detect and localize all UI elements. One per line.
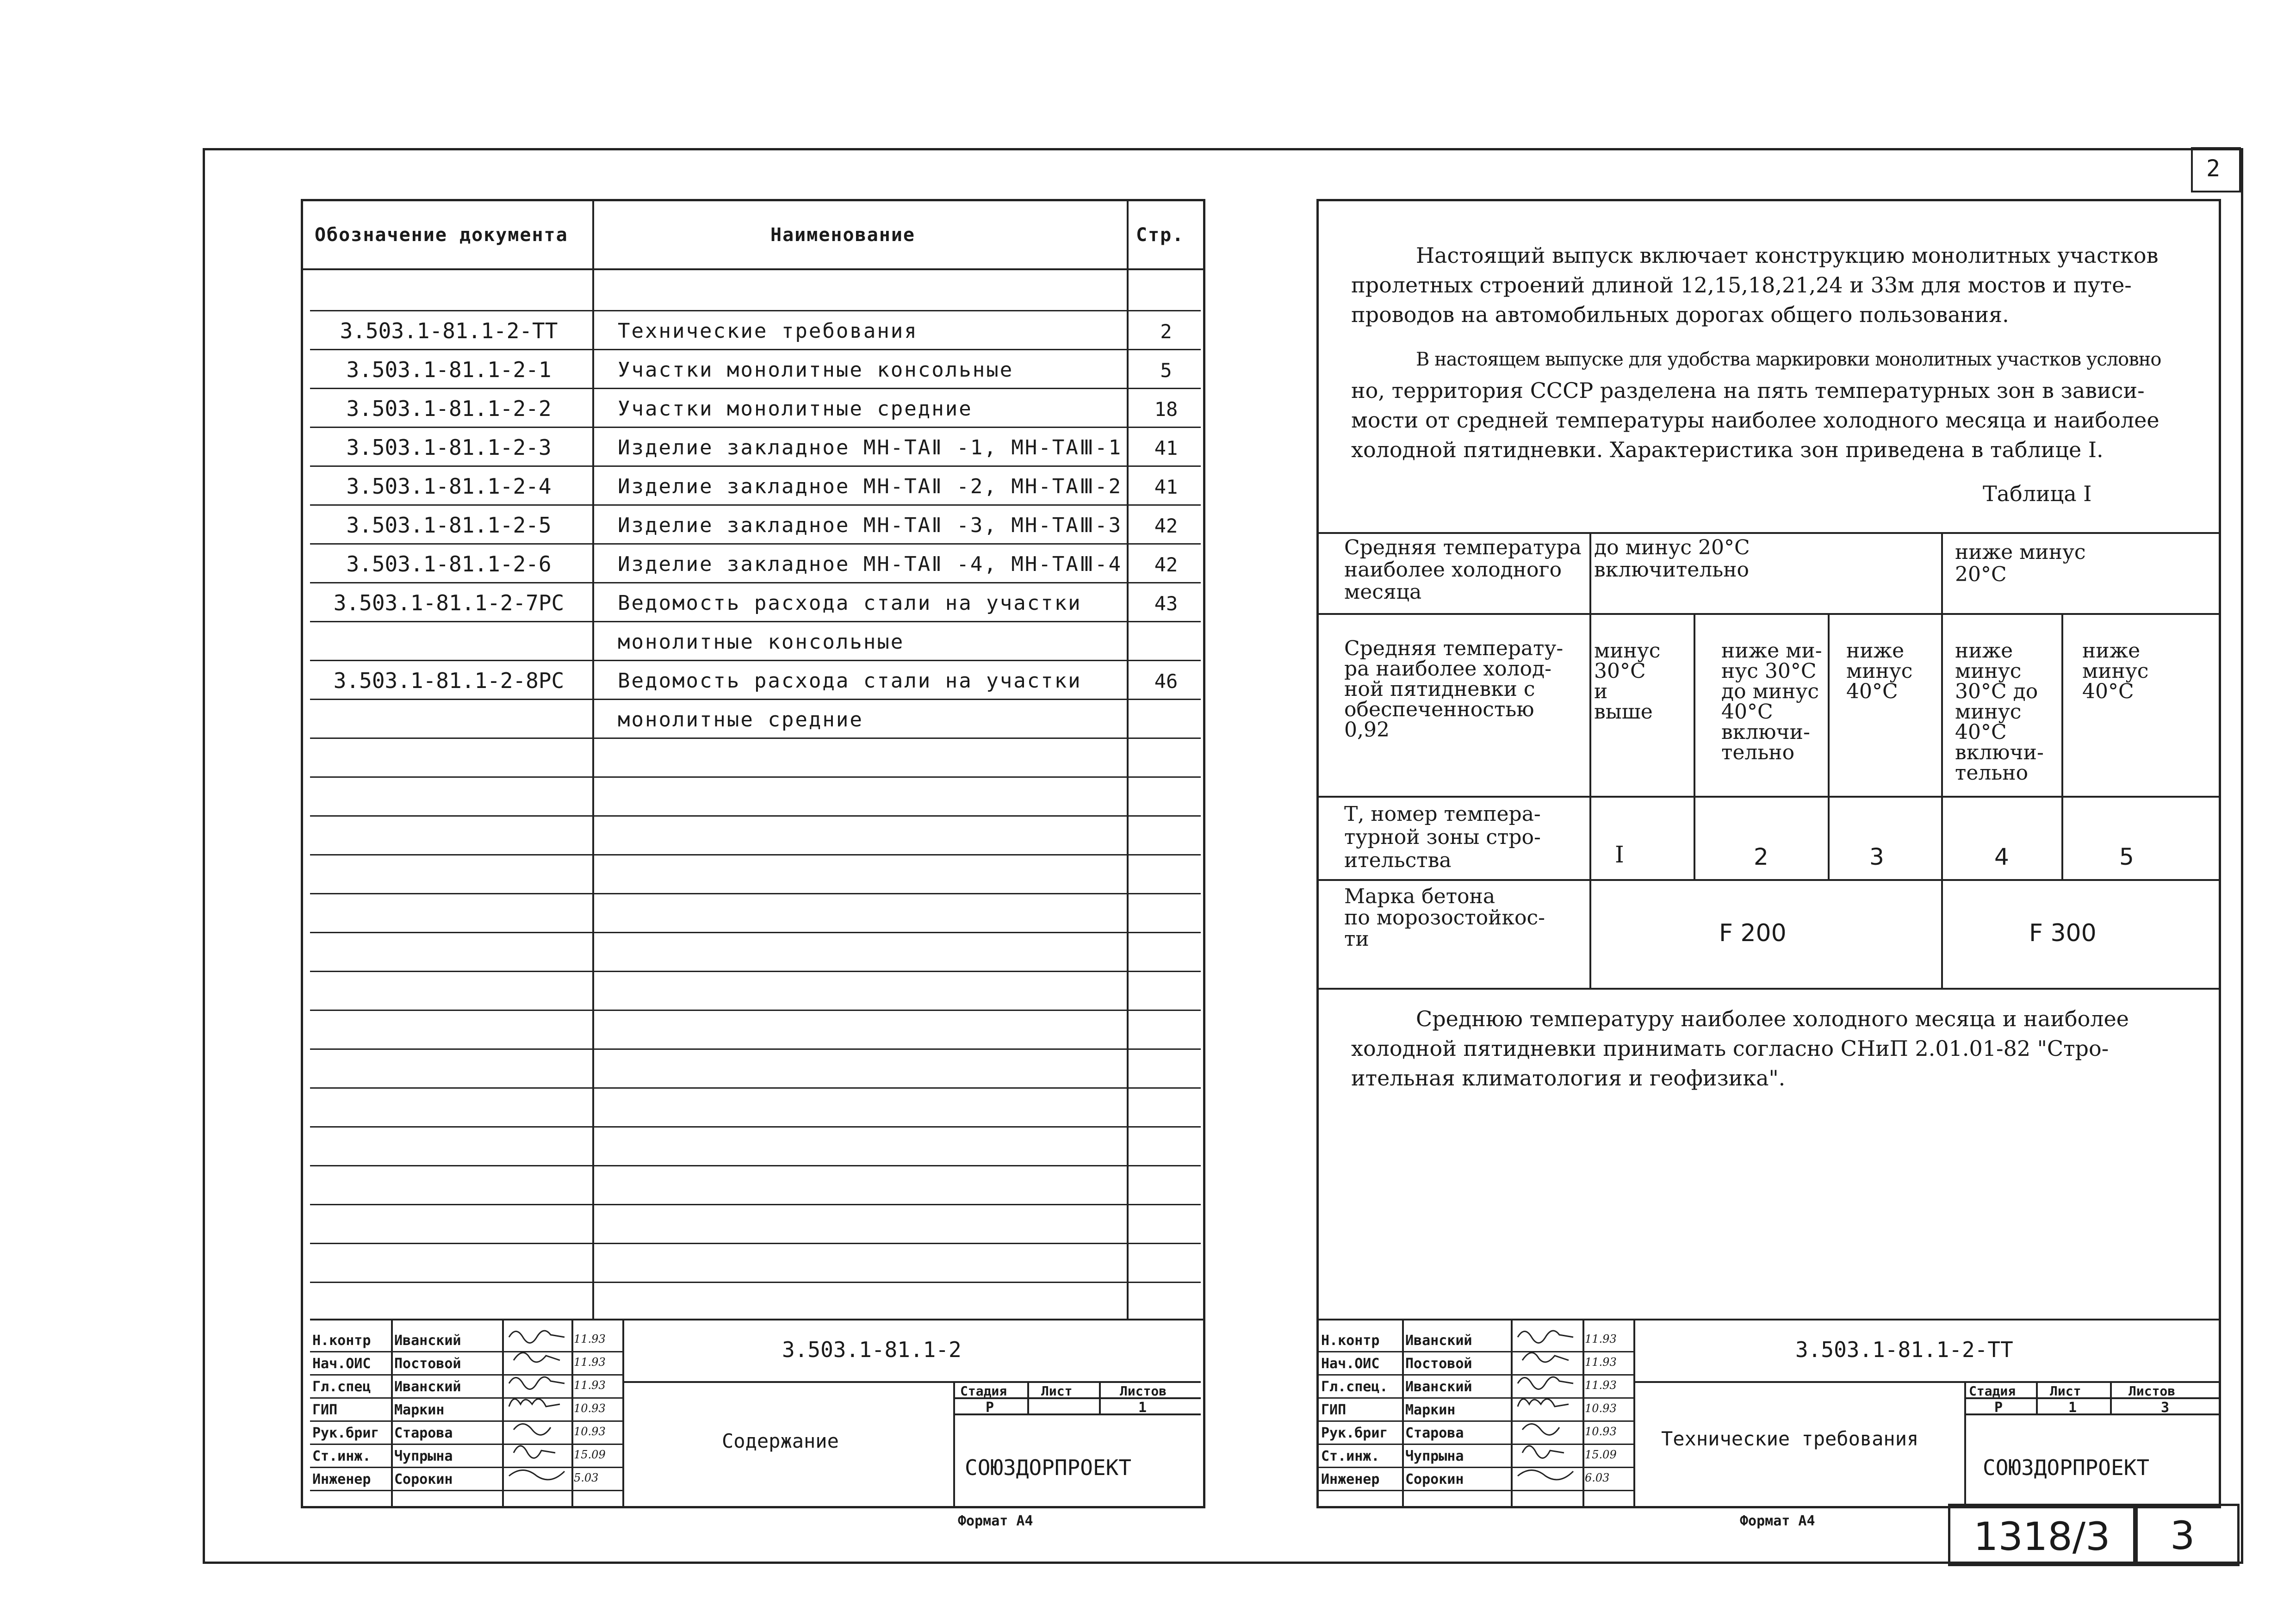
- table-col-label: [1589, 532, 1591, 988]
- table-r2-c3: ниже минус 40°С: [1846, 639, 1913, 703]
- left-person: Постовой: [394, 1356, 461, 1372]
- intro-p2-line-1: В настоящем выпуске для удобства маркировки монолитных участков условно: [1416, 349, 2161, 370]
- table-r2-c4: ниже минус 30°С до минус 40°С включи- тельно: [1955, 639, 2044, 785]
- table-r3-label: Т, номер темпера- турной зоны стро- ительства: [1344, 802, 1541, 872]
- note-paragraph: Среднюю температуру наиболее холодного месяца и наиболее холодной пятидневки принимать согласно СНиП 2.01.01-82 "Стро- ительная климатология и геофизика".: [1351, 1006, 2129, 1091]
- right-org: СОЮЗДОРПРОЕКТ: [1983, 1455, 2150, 1480]
- left-page-frame: [301, 199, 1205, 1508]
- toc-row-name: Участки монолитные консольные: [618, 358, 1014, 382]
- toc-row-line: [310, 621, 1201, 622]
- toc-row-line: [310, 310, 1201, 311]
- table-col-3: [1828, 613, 1830, 879]
- toc-row-line: [310, 854, 1201, 855]
- right-doc-code: 3.503.1-81.1-2-ТТ: [1795, 1337, 2013, 1362]
- right-date: 11.93: [1585, 1333, 1617, 1345]
- grade-f200: F 200: [1719, 919, 1787, 947]
- toc-row-page: 41: [1154, 437, 1178, 459]
- right-sheet-value: 1: [2068, 1400, 2077, 1416]
- grade-f300: F 300: [2029, 919, 2097, 947]
- toc-row-name: Изделие закладное МН-ТАⅡ -2, МН-ТАⅢ-2: [618, 475, 1123, 498]
- left-tb-v3: [571, 1319, 573, 1506]
- right-date: 10.93: [1585, 1402, 1617, 1415]
- intro-p2-line-4: холодной пятидневки. Характеристика зон приведена в таблице I.: [1351, 437, 2104, 462]
- toc-row-code: 3.503.1-81.1-2-2: [346, 396, 552, 421]
- left-role: Нач.ОИС: [312, 1356, 371, 1372]
- left-stage-value: Р: [986, 1400, 994, 1416]
- toc-row-line: [310, 1087, 1201, 1089]
- toc-row-line: [310, 427, 1201, 428]
- table-col-5: [2061, 613, 2063, 879]
- right-tb-v1: [1402, 1319, 1404, 1506]
- toc-row-code: 3.503.1-81.1-2-1: [346, 357, 552, 382]
- right-person: Сорокин: [1405, 1471, 1464, 1488]
- zone-number: 3: [1869, 843, 1884, 870]
- titleblock-row-line: [310, 1467, 622, 1468]
- titleblock-row-line: [310, 1374, 622, 1376]
- left-date: 5.03: [574, 1471, 599, 1484]
- titleblock-row-line: [310, 1444, 622, 1445]
- toc-row-line: [310, 582, 1201, 583]
- table-row3-bottom: [1316, 879, 2219, 881]
- right-person: Постовой: [1405, 1356, 1472, 1372]
- toc-header-name: Наименование: [770, 224, 915, 246]
- right-stage-value: Р: [1994, 1400, 2003, 1416]
- toc-row-line: [310, 815, 1201, 817]
- toc-row-code: 3.503.1-81.1-2-ТТ: [340, 318, 558, 343]
- toc-row-page: 42: [1154, 553, 1178, 576]
- left-role: Гл.спец: [312, 1379, 371, 1395]
- right-role: Инженер: [1321, 1471, 1380, 1488]
- right-person: Иванский: [1405, 1379, 1472, 1395]
- right-tb-v4: [1633, 1319, 1635, 1506]
- intro-p2-line-2: но, территория СССР разделена на пять температурных зон в зависи-: [1351, 378, 2145, 403]
- right-date: 11.93: [1585, 1379, 1617, 1392]
- right-signatures: [1513, 1321, 1582, 1504]
- left-titleblock-top: [310, 1319, 1203, 1320]
- right-role: Гл.спец.: [1321, 1379, 1388, 1395]
- left-tb-v1: [391, 1319, 393, 1506]
- toc-row-line: [310, 388, 1201, 389]
- toc-row-line: [310, 349, 1201, 350]
- left-date: 11.93: [574, 1379, 606, 1392]
- table-r1-a: до минус 20°С включительно: [1594, 536, 1750, 582]
- right-role: Ст.инж.: [1321, 1448, 1380, 1464]
- left-tb-mid: [622, 1381, 1201, 1383]
- left-role: ГИП: [312, 1402, 338, 1418]
- table-bottom: [1316, 988, 2219, 990]
- toc-row-line: [310, 1010, 1201, 1011]
- toc-row-code: 3.503.1-81.1-2-5: [346, 513, 552, 538]
- table-r2-c1: минус 30°С и выше: [1594, 639, 1661, 724]
- toc-row-line: [310, 776, 1201, 778]
- toc-row-name: Технические требования: [618, 319, 918, 343]
- titleblock-row-line: [1316, 1467, 1633, 1468]
- right-tb-mid: [1633, 1381, 2219, 1383]
- left-sheets-label: Листов: [1120, 1383, 1167, 1399]
- toc-row-code: 3.503.1-81.1-2-6: [346, 552, 552, 576]
- toc-row-page: 42: [1154, 514, 1178, 537]
- right-stage-label: Стадия: [1969, 1383, 2016, 1399]
- table-col-mid: [1941, 532, 1943, 988]
- zone-number: I: [1615, 841, 1624, 868]
- titleblock-row-line: [310, 1351, 622, 1352]
- left-sheet-label: Лист: [1041, 1383, 1073, 1399]
- left-role: Н.контр: [312, 1333, 371, 1349]
- toc-row-code: 3.503.1-81.1-2-3: [346, 435, 552, 460]
- left-org: СОЮЗДОРПРОЕКТ: [965, 1455, 1132, 1480]
- zone-number: 2: [1754, 843, 1769, 870]
- toc-row-code: 3.503.1-81.1-2-8РС: [333, 668, 565, 693]
- right-tb-v2: [1511, 1319, 1513, 1506]
- toc-row-page: 46: [1154, 670, 1178, 693]
- left-tb-v4: [622, 1319, 624, 1506]
- right-person: Чупрына: [1405, 1448, 1464, 1464]
- left-person: Чупрына: [394, 1448, 453, 1464]
- table-r2-label: Средняя температу- ра наиболее холод- ной пятидневки с обеспеченностью 0,92: [1344, 637, 1564, 742]
- album-page-number: 3: [2170, 1513, 2195, 1558]
- toc-row-code: 3.503.1-81.1-2-4: [346, 474, 552, 499]
- toc-row-line: [310, 543, 1201, 545]
- titleblock-row-line: [1316, 1444, 1633, 1445]
- toc-row-line: [310, 932, 1201, 933]
- toc-row-line: [310, 1243, 1201, 1244]
- toc-row-code: 3.503.1-81.1-2-7РС: [333, 590, 565, 615]
- titleblock-row-line: [310, 1490, 622, 1491]
- toc-row-line: [310, 1282, 1201, 1283]
- toc-row-line: [310, 1126, 1201, 1128]
- right-tb-v3: [1582, 1319, 1584, 1506]
- toc-header-page: Стр.: [1136, 224, 1185, 246]
- left-doc-code: 3.503.1-81.1-2: [782, 1337, 962, 1362]
- table-row2-bottom: [1316, 796, 2219, 798]
- toc-row-name: Изделие закладное МН-ТАⅡ -4, МН-ТАⅢ-4: [618, 552, 1123, 576]
- toc-col-divider-2: [1127, 199, 1129, 1319]
- right-date: 15.09: [1585, 1448, 1617, 1461]
- left-role: Рук.бриг: [312, 1425, 379, 1441]
- titleblock-row-line: [1316, 1397, 1633, 1399]
- toc-row-name: Изделие закладное МН-ТАⅡ -1, МН-ТАⅢ-1: [618, 436, 1123, 459]
- left-role: Ст.инж.: [312, 1448, 371, 1464]
- right-role: ГИП: [1321, 1402, 1347, 1418]
- right-role: Н.контр: [1321, 1333, 1380, 1349]
- toc-row-name: монолитные средние: [618, 708, 863, 731]
- right-doc-title: Технические требования: [1661, 1427, 1919, 1450]
- left-tb-v5: [953, 1381, 955, 1506]
- right-format-label: Формат А4: [1740, 1513, 1815, 1529]
- toc-row-name: Изделие закладное МН-ТАⅡ -3, МН-ТАⅢ-3: [618, 514, 1123, 537]
- toc-col-divider-1: [592, 199, 594, 1319]
- toc-row-page: 18: [1154, 398, 1178, 421]
- table-r4-label: Марка бетона по морозостойкос- ти: [1344, 885, 1545, 951]
- table-top: [1316, 532, 2219, 534]
- toc-row-line: [310, 1048, 1201, 1050]
- intro-paragraph-1: Настоящий выпуск включает конструкцию монолитных участков пролетных строений длиной 12,15,18,21,24 и 33м для мостов и путе- проводов на автомобильных дорогах общего пользования.: [1351, 243, 2159, 327]
- right-date: 10.93: [1585, 1425, 1617, 1438]
- right-date: 6.03: [1585, 1471, 1610, 1484]
- toc-row-name: Ведомость расхода стали на участки: [618, 669, 1082, 693]
- toc-header-code: Обозначение документа: [315, 224, 568, 246]
- zone-number: 4: [1994, 843, 2009, 870]
- left-date: 11.93: [574, 1333, 606, 1345]
- left-stage-label: Стадия: [960, 1383, 1007, 1399]
- left-person: Иванский: [394, 1379, 461, 1395]
- right-role: Нач.ОИС: [1321, 1356, 1380, 1372]
- table-col-2: [1694, 613, 1695, 879]
- toc-row-page: 43: [1154, 592, 1178, 615]
- left-sheet-value: 1: [1138, 1400, 1147, 1416]
- toc-row-line: [310, 971, 1201, 972]
- album-number: 1318/3: [1973, 1514, 2110, 1559]
- toc-row-line: [310, 504, 1201, 506]
- toc-row-page: 2: [1160, 320, 1172, 343]
- toc-row-page: 41: [1154, 476, 1178, 498]
- left-date: 10.93: [574, 1402, 606, 1415]
- toc-header-divider: [301, 268, 1203, 270]
- left-person: Старова: [394, 1425, 453, 1441]
- toc-row-line: [310, 738, 1201, 739]
- table-row1-bottom: [1316, 613, 2219, 615]
- right-sheets-label: Листов: [2128, 1383, 2176, 1399]
- titleblock-row-line: [1316, 1490, 1633, 1491]
- toc-row-name: монолитные консольные: [618, 630, 905, 654]
- left-format-label: Формат А4: [958, 1513, 1033, 1529]
- left-doc-title: Содержание: [722, 1430, 839, 1452]
- right-sheet-label: Лист: [2050, 1383, 2081, 1399]
- right-tb-v5: [1964, 1381, 1966, 1506]
- left-person: Маркин: [394, 1402, 445, 1418]
- left-tb-v2: [502, 1319, 504, 1506]
- left-date: 10.93: [574, 1425, 606, 1438]
- intro-p2-line-3: мости от средней температуры наиболее холодного месяца и наиболее: [1351, 408, 2159, 433]
- toc-row-page: 5: [1160, 359, 1172, 382]
- titleblock-row-line: [1316, 1374, 1633, 1376]
- left-signatures: [504, 1321, 571, 1504]
- toc-row-line: [310, 1204, 1201, 1205]
- toc-row-line: [310, 1165, 1201, 1166]
- left-role: Инженер: [312, 1471, 371, 1488]
- right-titleblock-top: [1316, 1319, 2219, 1320]
- top-sheet-number: 2: [2206, 155, 2221, 182]
- table-caption: Таблица I: [1983, 481, 2092, 506]
- table-r1-b: ниже минус 20°С: [1955, 540, 2086, 586]
- toc-row-name: Ведомость расхода стали на участки: [618, 591, 1082, 615]
- table-r2-c2: ниже ми- нус 30°С до минус 40°С включи- тельно: [1721, 639, 1822, 764]
- right-sheets-value: 3: [2161, 1400, 2170, 1416]
- right-person: Маркин: [1405, 1402, 1456, 1418]
- left-person: Иванский: [394, 1333, 461, 1349]
- toc-row-name: Участки монолитные средние: [618, 397, 973, 421]
- toc-row-line: [310, 699, 1201, 700]
- toc-row-line: [310, 660, 1201, 661]
- right-role: Рук.бриг: [1321, 1425, 1388, 1441]
- titleblock-row-line: [1316, 1420, 1633, 1422]
- left-date: 11.93: [574, 1356, 606, 1369]
- titleblock-row-line: [310, 1420, 622, 1422]
- table-r1-label: Средняя температура наиболее холодного месяца: [1344, 536, 1582, 604]
- toc-row-line: [310, 465, 1201, 467]
- titleblock-row-line: [310, 1397, 622, 1399]
- left-person: Сорокин: [394, 1471, 453, 1488]
- right-person: Иванский: [1405, 1333, 1472, 1349]
- left-date: 15.09: [574, 1448, 606, 1461]
- table-r2-c5: ниже минус 40°С: [2082, 639, 2149, 703]
- toc-row-line: [310, 893, 1201, 894]
- right-date: 11.93: [1585, 1356, 1617, 1369]
- zone-number: 5: [2119, 843, 2134, 870]
- titleblock-row-line: [1316, 1351, 1633, 1352]
- right-person: Старова: [1405, 1425, 1464, 1441]
